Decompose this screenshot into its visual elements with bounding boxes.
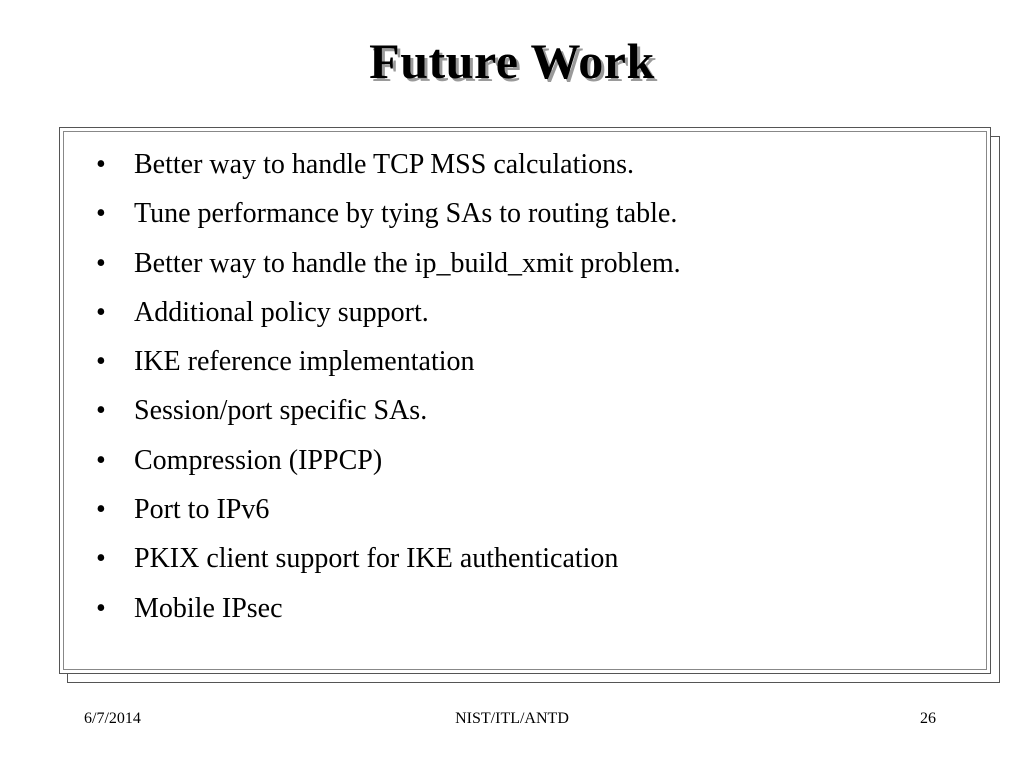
bullet-text: Session/port specific SAs. [134, 395, 428, 427]
bullet-item [96, 288, 681, 337]
bullet-text: IKE reference implementation [134, 346, 475, 378]
footer-date: 6/7/2014 [84, 710, 141, 727]
footer-page-number: 26 [920, 710, 936, 727]
bullet-list [96, 140, 681, 633]
bullet-text: Additional policy support. [134, 296, 429, 328]
bullet-icon: • [96, 198, 106, 230]
bullet-icon: • [96, 149, 106, 180]
bullet-icon: • [96, 346, 106, 378]
bullet-text: Compression (IPPCP) [134, 444, 383, 476]
bullet-item [96, 337, 681, 386]
bullet-icon: • [96, 296, 106, 328]
bullet-text: Port to IPv6 [134, 494, 270, 526]
bullet-item [96, 386, 681, 435]
bullet-icon: • [96, 592, 106, 624]
bullet-icon: • [96, 395, 106, 427]
bullet-text: Tune performance by tying SAs to routing table. [134, 198, 678, 230]
bullet-text: Better way to handle TCP MSS calculations. [134, 149, 635, 180]
bullet-item [96, 436, 681, 485]
bullet-text: Mobile IPsec [134, 592, 283, 624]
bullet-icon: • [96, 543, 106, 575]
bullet-text: Better way to handle the ip_build_xmit problem. [134, 247, 681, 279]
bullet-icon: • [96, 494, 106, 526]
slide-title: Future Work [369, 33, 655, 89]
bullet-icon: • [96, 247, 106, 279]
bullet-icon: • [96, 444, 106, 476]
bullet-item [96, 140, 681, 189]
bullet-item [96, 534, 681, 583]
bullet-item [96, 485, 681, 534]
footer-organization: NIST/ITL/ANTD [455, 710, 569, 727]
bullet-item [96, 239, 681, 288]
bullet-item [96, 584, 681, 633]
bullet-item [96, 189, 681, 238]
bullet-text: PKIX client support for IKE authentication [134, 543, 619, 575]
